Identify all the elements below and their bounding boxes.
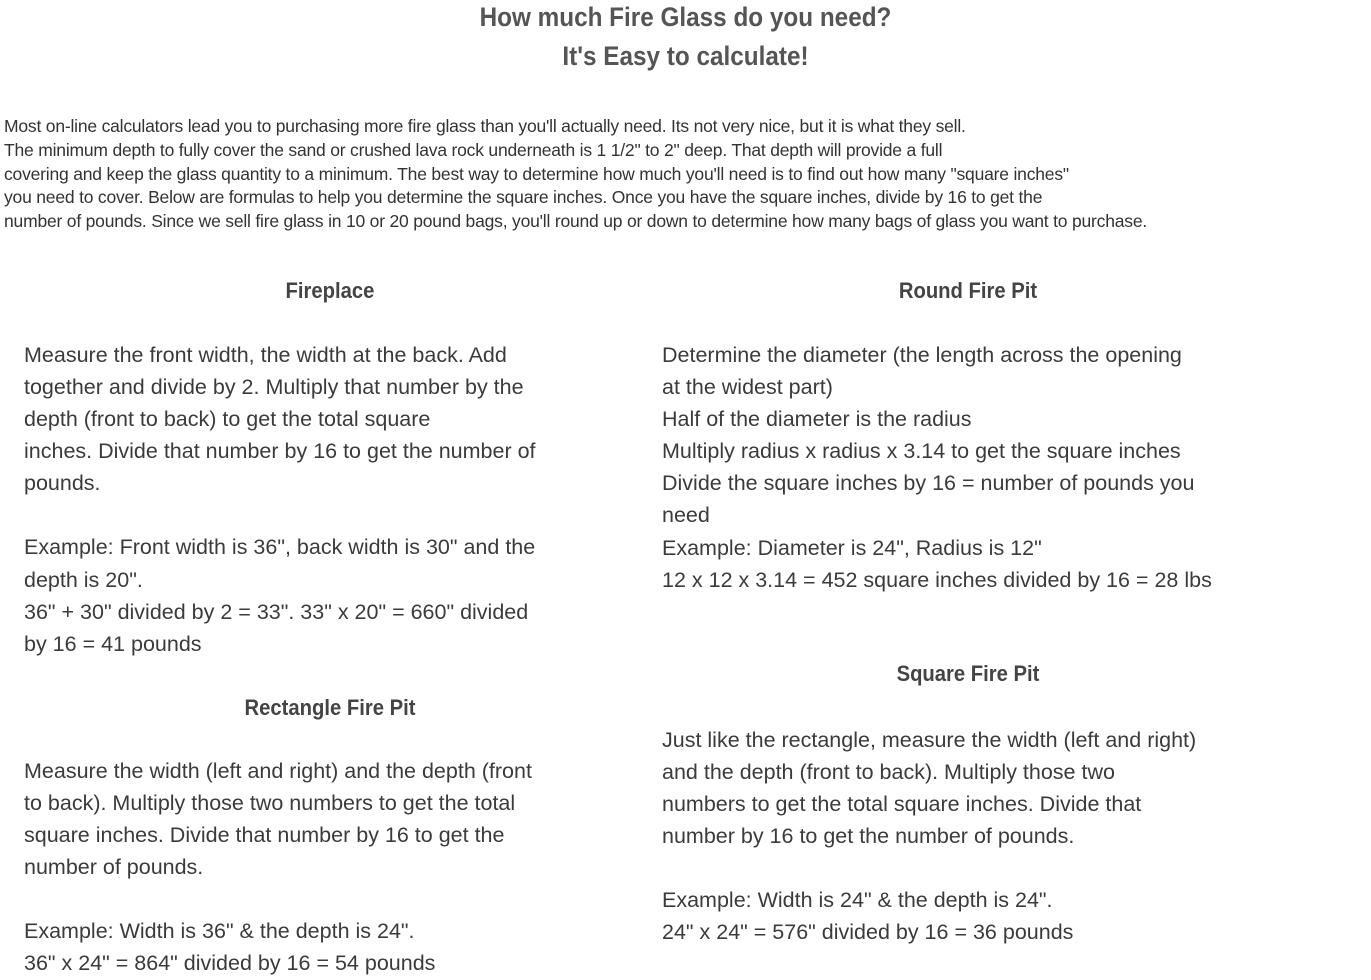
intro-line: The minimum depth to fully cover the sand or crushed lava rock underneath is 1 1/2" to 2" deep. That depth will provide a full bbox=[4, 139, 943, 160]
round-line: Divide the square inches by 16 = number of pounds you bbox=[662, 471, 1195, 496]
rectangle-desc-line: Measure the width (left and right) and the depth (front bbox=[24, 759, 532, 783]
intro-line: covering and keep the glass quantity to a minimum. The best way to determine how much you'll need is to find out how many "square inches" bbox=[4, 163, 1069, 184]
rectangle-desc-line: to back). Multiply those two numbers to get the total bbox=[24, 791, 516, 816]
page-subtitle: It's Easy to calculate! bbox=[562, 41, 809, 71]
square-fire-pit-heading: Square Fire Pit bbox=[896, 661, 1040, 686]
rectangle-example-line: 36" x 24" = 864" divided by 16 = 54 pounds bbox=[24, 951, 436, 976]
intro-line: number of pounds. Since we sell fire glass in 10 or 20 pound bags, you'll round up or down to determine how many bags of glass you want to purchase. bbox=[4, 211, 1148, 232]
intro-line: you need to cover. Below are formulas to help you determine the square inches. Once you have the square inches, divide by 16 to get the bbox=[4, 187, 1043, 208]
fireplace-heading: Fireplace bbox=[285, 278, 375, 303]
rectangle-example-line: Example: Width is 36" & the depth is 24". bbox=[24, 919, 415, 944]
intro-paragraph bbox=[4, 115, 1368, 234]
round-line: Example: Diameter is 24", Radius is 12" bbox=[662, 535, 1042, 560]
square-example-line: Example: Width is 24" & the depth is 24". bbox=[662, 888, 1053, 913]
round-line: Multiply radius x radius x 3.14 to get the square inches bbox=[662, 439, 1181, 464]
rectangle-desc-line: number of pounds. bbox=[24, 855, 204, 880]
fireplace-desc-line: Measure the front width, the width at the back. Add bbox=[24, 343, 507, 367]
fireplace-desc-line: depth (front to back) to get the total square bbox=[24, 407, 431, 432]
round-fire-pit-heading: Round Fire Pit bbox=[898, 278, 1038, 303]
round-line: Determine the diameter (the length across the opening bbox=[662, 343, 1182, 367]
square-example-line: 24" x 24" = 576" divided by 16 = 36 pounds bbox=[662, 920, 1074, 945]
square-fire-pit-section bbox=[662, 724, 1302, 949]
square-desc-line: and the depth (front to back). Multiply those two bbox=[662, 760, 1115, 785]
page-title: How much Fire Glass do you need? bbox=[479, 2, 892, 32]
fireplace-example-line: depth is 20". bbox=[24, 567, 143, 592]
round-line: at the widest part) bbox=[662, 375, 833, 400]
rectangle-fire-pit-heading: Rectangle Fire Pit bbox=[244, 695, 416, 720]
fireplace-example-line: Example: Front width is 36", back width is 30" and the bbox=[24, 535, 536, 560]
fireplace-desc-line: pounds. bbox=[24, 471, 101, 496]
round-fire-pit-section bbox=[662, 339, 1302, 596]
round-line: need bbox=[662, 503, 710, 528]
fireplace-desc-line: inches. Divide that number by 16 to get the number of bbox=[24, 439, 536, 464]
rectangle-fire-pit-section bbox=[24, 755, 634, 980]
round-line: 12 x 12 x 3.14 = 452 square inches divided by 16 = 28 lbs bbox=[662, 567, 1212, 592]
intro-line: Most on-line calculators lead you to purchasing more fire glass than you'll actually need. Its not very nice, but it is what they sell. bbox=[4, 116, 966, 136]
rectangle-desc-line: square inches. Divide that number by 16 to get the bbox=[24, 823, 505, 848]
square-desc-line: numbers to get the total square inches. Divide that bbox=[662, 792, 1142, 817]
round-line: Half of the diameter is the radius bbox=[662, 407, 972, 432]
fireplace-desc-line: together and divide by 2. Multiply that number by the bbox=[24, 375, 524, 400]
fireplace-example-line: 36" + 30" divided by 2 = 33". 33" x 20" = 660" divided bbox=[24, 599, 529, 624]
fireplace-example-line: by 16 = 41 pounds bbox=[24, 631, 202, 656]
square-desc-line: number by 16 to get the number of pounds. bbox=[662, 824, 1075, 849]
fireplace-section bbox=[24, 339, 634, 660]
square-desc-line: Just like the rectangle, measure the width (left and right) bbox=[662, 728, 1197, 752]
